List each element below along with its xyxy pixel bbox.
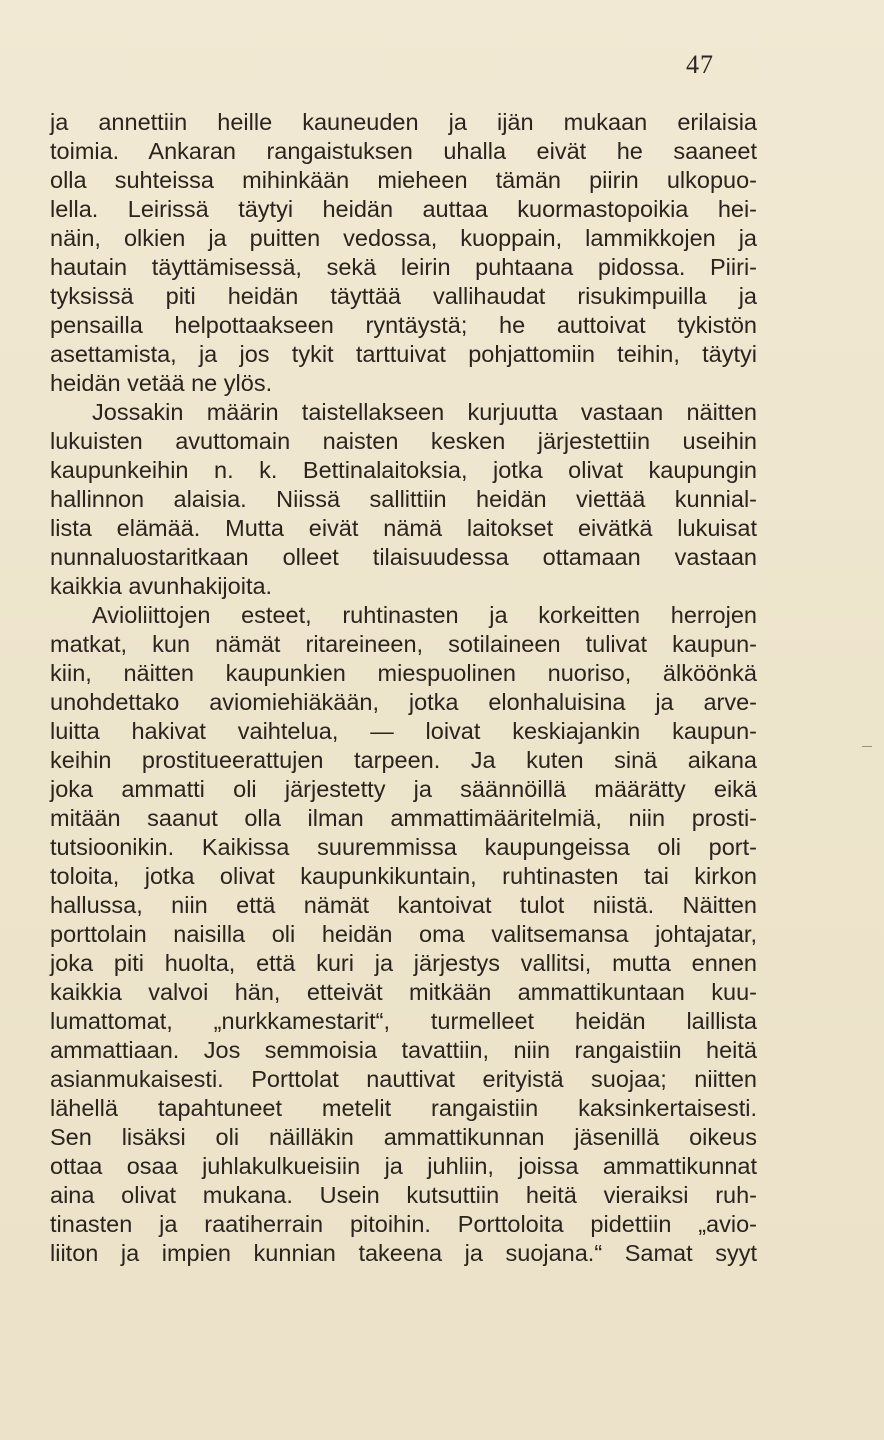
text-line: lukuisten avuttomain naisten kesken järjestettiin useihin [50,428,757,454]
text-line: liiton ja impien kunnian takeena ja suojana.“ Samat syyt [50,1240,757,1266]
text-line: keihin prostitueerattujen tarpeen. Ja kuten sinä aikana [50,747,757,773]
text-line: mitään saanut olla ilman ammattimääritelmiä, niin prosti- [50,805,757,831]
text-line: kiin, näitten kaupunkien miespuolinen nuoriso, älköönkä [50,660,757,686]
text-line: lella. Leirissä täytyi heidän auttaa kuormastopoikia hei- [50,196,757,222]
text-line: tutsioonikin. Kaikissa suuremmissa kaupungeissa oli port- [50,834,757,860]
text-line: hautain täyttämisessä, sekä leirin puhtaana pidossa. Piiri- [50,254,757,280]
text-line: Sen lisäksi oli näilläkin ammattikunnan jäsenillä oikeus [50,1124,757,1150]
text-line: asettamista, ja jos tykit tarttuivat pohjattomiin teihin, täytyi [50,341,757,367]
margin-mark [862,746,872,747]
text-line: tinasten ja raatiherrain pitoihin. Porttoloita pidettiin „avio- [50,1211,757,1237]
text-line: toimia. Ankaran rangaistuksen uhalla eivät he saaneet [50,138,757,164]
text-line: unohdettako aviomiehiäkään, jotka elonhaluisina ja arve- [50,689,757,715]
text-line: ammattiaan. Jos semmoisia tavattiin, niin rangaistiin heitä [50,1037,757,1063]
text-line: lista elämää. Mutta eivät nämä laitokset eivätkä lukuisat [50,515,757,541]
text-line: aina olivat mukana. Usein kutsuttiin heitä vieraiksi ruh- [50,1182,757,1208]
page-number: 47 [686,50,714,79]
text-line: luitta hakivat vaihtelua, — loivat keskiajankin kaupun- [50,718,757,744]
text-line: Avioliittojen esteet, ruhtinasten ja korkeitten herrojen [92,602,757,628]
text-line: olla suhteissa mihinkään mieheen tämän piirin ulkopuo- [50,167,757,193]
text-line: kaikkia avunhakijoita. [50,573,273,599]
text-line: nunnaluostaritkaan olleet tilaisuudessa ottamaan vastaan [50,544,757,570]
text-line: porttolain naisilla oli heidän oma valitsemansa johtajatar, [50,921,757,947]
text-line: lumattomat, „nurkkamestarit“, turmelleet heidän laillista [50,1008,757,1034]
text-line: matkat, kun nämät ritareineen, sotilaineen tulivat kaupun- [50,631,757,657]
text-line: kaikkia valvoi hän, etteivät mitkään ammattikuntaan kuu- [50,979,757,1005]
text-line: asianmukaisesti. Porttolat nauttivat erityistä suojaa; niitten [50,1066,757,1092]
text-line: hallussa, niin että nämät kantoivat tulot niistä. Näitten [50,892,757,918]
text-line: heidän vetää ne ylös. [50,370,273,396]
text-line: Jossakin määrin taistellakseen kurjuutta vastaan näitten [92,399,757,425]
text-line: joka piti huolta, että kuri ja järjestys vallitsi, mutta ennen [50,950,757,976]
text-line: joka ammatti oli järjestetty ja säännöillä määrätty eikä [50,776,757,802]
text-line: tyksissä piti heidän täyttää vallihaudat risukimpuilla ja [50,283,757,309]
text-line: pensailla helpottaakseen ryntäystä; he auttoivat tykistön [50,312,757,338]
text-line: hallinnon alaisia. Niissä sallittiin heidän viettää kunnial- [50,486,757,512]
text-line: ja annettiin heille kauneuden ja ijän mukaan erilaisia [50,109,757,135]
text-line: toloita, jotka olivat kaupunkikuntain, ruhtinasten tai kirkon [50,863,757,889]
text-line: lähellä tapahtuneet metelit rangaistiin kaksinkertaisesti. [50,1095,757,1121]
text-line: näin, olkien ja puitten vedossa, kuoppain, lammikkojen ja [50,225,757,251]
text-line: kaupunkeihin n. k. Bettinalaitoksia, jotka olivat kaupungin [50,457,757,483]
body-text [50,108,757,1268]
text-line: ottaa osaa juhlakulkueisiin ja juhliin, joissa ammattikunnat [50,1153,757,1179]
